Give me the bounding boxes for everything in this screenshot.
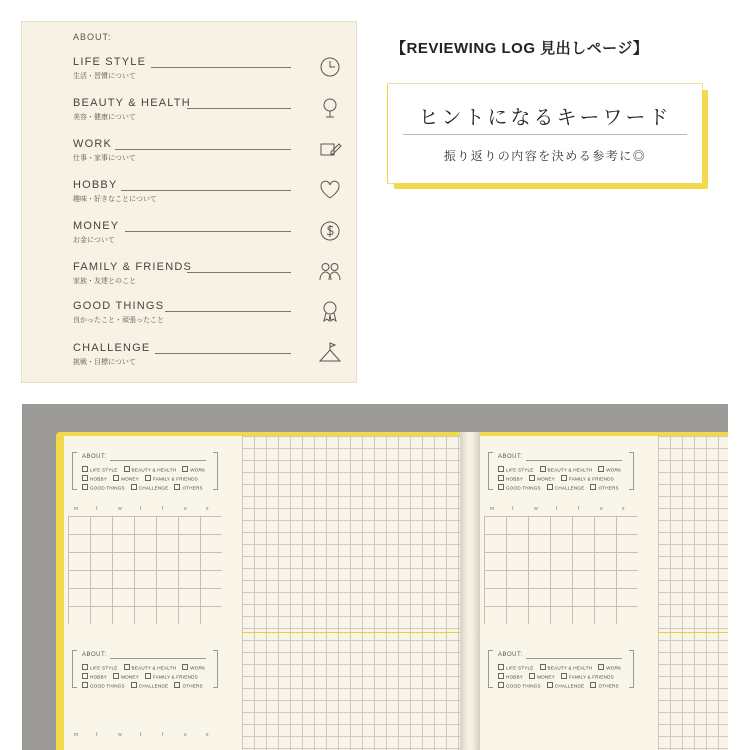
- checkbox-item[interactable]: BEAUTY & HEALTH: [540, 664, 593, 671]
- topic-rule: [187, 108, 291, 109]
- checkbox-row: [498, 466, 627, 473]
- weekday-label: m: [490, 506, 495, 512]
- about-heading: ABOUT:: [73, 32, 112, 42]
- topic-rule: [151, 67, 291, 68]
- reviewing-page-sample: [22, 22, 356, 382]
- checkbox-row: [498, 475, 620, 482]
- topic-hobby: [73, 179, 343, 213]
- topic-en-label: MONEY: [73, 220, 120, 232]
- weekday-label: f: [162, 506, 164, 512]
- checkbox-item[interactable]: OTHERS: [174, 484, 202, 491]
- checkbox-item[interactable]: GOOD THINGS: [498, 484, 541, 491]
- about-form-top-left: [64, 450, 226, 520]
- hint-card: [388, 84, 702, 183]
- section-title: 【REVIEWING LOG 見出しページ】: [391, 40, 649, 57]
- topic-family-friends: [73, 261, 343, 295]
- checkbox-item[interactable]: CHALLENGE: [547, 682, 585, 689]
- checkbox-row: [82, 673, 204, 680]
- about-label: ABOUT:: [498, 454, 523, 460]
- weekday-label: f: [578, 506, 580, 512]
- weekday-label: w: [118, 732, 122, 738]
- checkbox-row: [498, 673, 620, 680]
- about-rule: [110, 460, 206, 461]
- weekday-label: t: [140, 732, 142, 738]
- left-page-form: [64, 436, 242, 750]
- weekday-label: w: [534, 506, 538, 512]
- mountain-flag-icon: [317, 340, 343, 366]
- weekday-label: t: [96, 506, 98, 512]
- topic-challenge: [73, 342, 343, 376]
- notebook-photo: [22, 404, 728, 750]
- bracket-left: [488, 452, 493, 490]
- weekday-label: t: [140, 506, 142, 512]
- checkbox-item[interactable]: HOBBY: [498, 673, 523, 680]
- checkbox-item[interactable]: FAMILY & FRIENDS: [561, 475, 614, 482]
- bracket-right: [629, 650, 634, 688]
- topic-rule: [125, 231, 291, 232]
- checkbox-item[interactable]: LIFE STYLE: [498, 466, 534, 473]
- checkbox-item[interactable]: BEAUTY & HEALTH: [124, 466, 177, 473]
- checkbox-row: [498, 664, 627, 671]
- weekday-label: s: [206, 506, 209, 512]
- right-grid-page: [658, 436, 728, 750]
- checkbox-item[interactable]: LIFE STYLE: [498, 664, 534, 671]
- weekly-table: [68, 516, 222, 624]
- bracket-right: [629, 452, 634, 490]
- weekday-label: t: [512, 506, 514, 512]
- about-form-top-right: [480, 450, 642, 520]
- grid-divider: [658, 632, 728, 633]
- topic-money: [73, 220, 343, 254]
- topic-work: [73, 138, 343, 172]
- checkbox-item[interactable]: GOOD THINGS: [82, 682, 125, 689]
- checkbox-item[interactable]: WORK: [598, 466, 621, 473]
- mirror-icon: [317, 95, 343, 121]
- checkbox-item[interactable]: CHALLENGE: [131, 682, 169, 689]
- topic-jp-label: 美容・健康について: [73, 114, 136, 121]
- heart-icon: [317, 177, 343, 203]
- topic-en-label: BEAUTY & HEALTH: [73, 97, 191, 109]
- checkbox-item[interactable]: HOBBY: [498, 475, 523, 482]
- bracket-left: [72, 650, 77, 688]
- topic-en-label: GOOD THINGS: [73, 300, 165, 312]
- topic-good-things: [73, 300, 343, 334]
- topic-jp-label: 生活・習慣について: [73, 73, 136, 80]
- checkbox-row: [82, 682, 209, 689]
- checkbox-item[interactable]: OTHERS: [590, 682, 618, 689]
- checkbox-item[interactable]: BEAUTY & HEALTH: [540, 466, 593, 473]
- topic-rule: [165, 311, 291, 312]
- weekday-label: s: [206, 732, 209, 738]
- about-label: ABOUT:: [82, 454, 107, 460]
- hint-card-divider: [403, 134, 687, 135]
- weekday-label: s: [184, 506, 187, 512]
- checkbox-item[interactable]: GOOD THINGS: [498, 682, 541, 689]
- topic-en-label: LIFE STYLE: [73, 56, 147, 68]
- topic-jp-label: 趣味・好きなことについて: [73, 196, 157, 203]
- weekly-table: [484, 516, 638, 624]
- checkbox-row: [82, 475, 204, 482]
- checkbox-item[interactable]: WORK: [182, 664, 205, 671]
- topic-beauty-health: [73, 97, 343, 131]
- topic-rule: [155, 353, 291, 354]
- checkbox-item[interactable]: LIFE STYLE: [82, 466, 118, 473]
- hint-card-subtitle: 振り返りの内容を決める参考に◎: [443, 149, 647, 163]
- clock-icon: [317, 54, 343, 80]
- topic-jp-label: 仕事・家事について: [73, 155, 136, 162]
- checkbox-item[interactable]: WORK: [182, 466, 205, 473]
- checkbox-item[interactable]: MONEY: [529, 475, 555, 482]
- topic-rule: [187, 272, 291, 273]
- weekday-label: s: [600, 506, 603, 512]
- bracket-left: [488, 650, 493, 688]
- bracket-right: [213, 452, 218, 490]
- coin-icon: [317, 218, 343, 244]
- grid-divider: [242, 632, 460, 633]
- checkbox-item[interactable]: CHALLENGE: [547, 484, 585, 491]
- about-label: ABOUT:: [498, 652, 523, 658]
- topic-jp-label: 良かったこと・頑張ったこと: [73, 317, 164, 324]
- topic-jp-label: 挑戦・目標について: [73, 359, 136, 366]
- checkbox-row: [82, 664, 211, 671]
- checkbox-item[interactable]: BEAUTY & HEALTH: [124, 664, 177, 671]
- about-rule: [526, 460, 622, 461]
- about-form-bottom-left: [64, 648, 226, 718]
- weekday-label: t: [96, 732, 98, 738]
- checkbox-item[interactable]: FAMILY & FRIENDS: [561, 673, 614, 680]
- checkbox-row: [82, 466, 211, 473]
- weekday-label: s: [622, 506, 625, 512]
- medal-icon: [317, 298, 343, 324]
- checkbox-item[interactable]: FAMILY & FRIENDS: [145, 673, 198, 680]
- topic-rule: [115, 149, 291, 150]
- checkbox-item[interactable]: WORK: [598, 664, 621, 671]
- bracket-left: [72, 452, 77, 490]
- weekday-label: m: [74, 732, 79, 738]
- topic-rule: [121, 190, 291, 191]
- checkbox-item[interactable]: LIFE STYLE: [82, 664, 118, 671]
- people-icon: [317, 259, 343, 285]
- checkbox-item[interactable]: OTHERS: [174, 682, 202, 689]
- weekday-label: w: [118, 506, 122, 512]
- about-label: ABOUT:: [82, 652, 107, 658]
- right-page-form: [480, 436, 658, 750]
- checkbox-item[interactable]: OTHERS: [590, 484, 618, 491]
- checkbox-item[interactable]: MONEY: [113, 673, 139, 680]
- topic-en-label: CHALLENGE: [73, 342, 151, 354]
- weekday-label: f: [162, 732, 164, 738]
- notebook-spine: [460, 432, 480, 750]
- about-rule: [526, 658, 622, 659]
- hint-card-title: ヒントになるキーワード: [418, 107, 672, 129]
- left-grid-page: [242, 436, 460, 750]
- weekday-label: m: [74, 506, 79, 512]
- checkbox-item[interactable]: MONEY: [113, 475, 139, 482]
- checkbox-item[interactable]: GOOD THINGS: [82, 484, 125, 491]
- checkbox-item[interactable]: HOBBY: [82, 475, 107, 482]
- topic-jp-label: 家族・友達とのこと: [73, 278, 136, 285]
- checkbox-row: [82, 484, 209, 491]
- checkbox-item[interactable]: FAMILY & FRIENDS: [145, 475, 198, 482]
- checkbox-item[interactable]: CHALLENGE: [131, 484, 169, 491]
- topic-en-label: FAMILY & FRIENDS: [73, 261, 193, 273]
- bracket-right: [213, 650, 218, 688]
- topic-jp-label: お金について: [73, 237, 115, 244]
- checkbox-row: [498, 682, 625, 689]
- checkbox-row: [498, 484, 625, 491]
- topic-en-label: WORK: [73, 138, 113, 150]
- checkbox-item[interactable]: HOBBY: [82, 673, 107, 680]
- topic-en-label: HOBBY: [73, 179, 118, 191]
- topic-life-style: [73, 56, 343, 90]
- checkbox-item[interactable]: MONEY: [529, 673, 555, 680]
- about-form-bottom-right: [480, 648, 642, 718]
- about-rule: [110, 658, 206, 659]
- weekday-label: t: [556, 506, 558, 512]
- document-pen-icon: [317, 136, 343, 162]
- weekday-label: s: [184, 732, 187, 738]
